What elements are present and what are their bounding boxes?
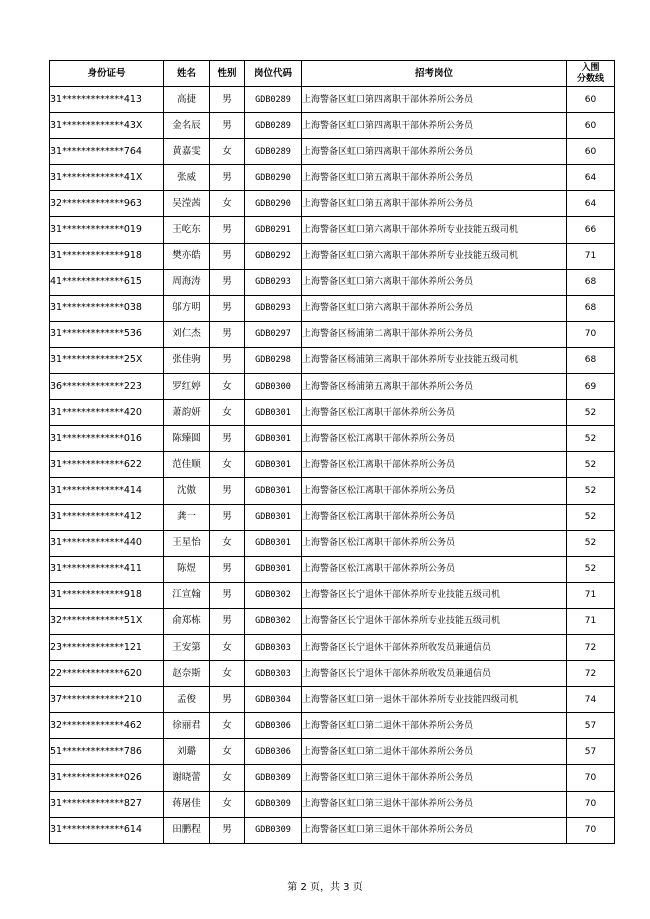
table-row (50, 269, 615, 295)
name-cell: 张佳驹 (164, 347, 210, 373)
id-cell: 41*************615 (50, 269, 164, 295)
score-cell: 52 (567, 426, 615, 452)
score-cell: 69 (567, 374, 615, 400)
table-row (50, 791, 615, 817)
sex-cell: 男 (210, 113, 245, 139)
code-cell: GDB0301 (245, 452, 302, 478)
id-cell: 31*************026 (50, 765, 164, 791)
id-cell: 31*************019 (50, 217, 164, 243)
code-cell: GDB0302 (245, 582, 302, 608)
table-row (50, 321, 615, 347)
score-cell: 57 (567, 739, 615, 765)
post-cell: 上海警备区虹口第三退休干部休养所公务员 (302, 817, 567, 843)
score-cell: 71 (567, 608, 615, 634)
sex-cell: 女 (210, 739, 245, 765)
id-cell: 31*************614 (50, 817, 164, 843)
table-row (50, 687, 615, 713)
id-cell: 31*************622 (50, 452, 164, 478)
name-cell: 陈臻圆 (164, 426, 210, 452)
table-row (50, 165, 615, 191)
sex-cell: 女 (210, 452, 245, 478)
name-cell: 周海涛 (164, 269, 210, 295)
sex-cell: 女 (210, 634, 245, 660)
score-cell: 74 (567, 687, 615, 713)
sex-cell: 男 (210, 504, 245, 530)
code-cell: GDB0301 (245, 530, 302, 556)
post-cell: 上海警备区虹口第五离职干部休养所公务员 (302, 191, 567, 217)
id-cell: 31*************764 (50, 139, 164, 165)
name-cell: 沈傲 (164, 478, 210, 504)
post-cell: 上海警备区虹口第二退休干部休养所公务员 (302, 713, 567, 739)
code-cell: GDB0301 (245, 400, 302, 426)
name-cell: 黄嘉雯 (164, 139, 210, 165)
sex-cell: 男 (210, 217, 245, 243)
name-cell: 田鹏程 (164, 817, 210, 843)
sex-cell: 男 (210, 478, 245, 504)
sex-cell: 男 (210, 556, 245, 582)
name-cell: 龚一 (164, 504, 210, 530)
score-cell: 70 (567, 321, 615, 347)
header-score-line2: 分数线 (576, 73, 604, 84)
id-cell: 31*************440 (50, 530, 164, 556)
post-cell: 上海警备区杨浦第三离职干部休养所专业技能五级司机 (302, 347, 567, 373)
sex-cell: 男 (210, 87, 245, 113)
post-cell: 上海警备区松江离职干部休养所公务员 (302, 478, 567, 504)
post-cell: 上海警备区虹口第五离职干部休养所公务员 (302, 165, 567, 191)
code-cell: GDB0289 (245, 87, 302, 113)
code-cell: GDB0300 (245, 374, 302, 400)
post-cell: 上海警备区杨浦第五离职干部休养所公务员 (302, 374, 567, 400)
post-cell: 上海警备区虹口第二退休干部休养所公务员 (302, 739, 567, 765)
post-cell: 上海警备区松江离职干部休养所公务员 (302, 530, 567, 556)
id-cell: 31*************918 (50, 582, 164, 608)
score-cell: 68 (567, 295, 615, 321)
table-header-row (50, 61, 615, 87)
code-cell: GDB0289 (245, 113, 302, 139)
sex-cell: 女 (210, 191, 245, 217)
code-cell: GDB0290 (245, 191, 302, 217)
post-cell: 上海警备区松江离职干部休养所公务员 (302, 452, 567, 478)
post-cell: 上海警备区虹口第一退休干部休养所专业技能四级司机 (302, 687, 567, 713)
code-cell: GDB0298 (245, 347, 302, 373)
post-cell: 上海警备区长宁退休干部休养所专业技能五级司机 (302, 582, 567, 608)
table-row (50, 661, 615, 687)
name-cell: 王星怡 (164, 530, 210, 556)
header-post: 招考岗位 (302, 61, 567, 87)
table-row (50, 87, 615, 113)
table-row (50, 347, 615, 373)
code-cell: GDB0292 (245, 243, 302, 269)
name-cell: 张威 (164, 165, 210, 191)
code-cell: GDB0303 (245, 661, 302, 687)
post-cell: 上海警备区松江离职干部休养所公务员 (302, 556, 567, 582)
id-cell: 31*************413 (50, 87, 164, 113)
id-cell: 31*************918 (50, 243, 164, 269)
post-cell: 上海警备区虹口第四离职干部休养所公务员 (302, 139, 567, 165)
score-cell: 52 (567, 530, 615, 556)
id-cell: 32*************462 (50, 713, 164, 739)
score-cell: 71 (567, 582, 615, 608)
id-cell: 31*************43X (50, 113, 164, 139)
sex-cell: 女 (210, 765, 245, 791)
name-cell: 金名辰 (164, 113, 210, 139)
code-cell: GDB0291 (245, 217, 302, 243)
id-cell: 37*************210 (50, 687, 164, 713)
score-cell: 52 (567, 452, 615, 478)
table-row (50, 217, 615, 243)
id-cell: 31*************41X (50, 165, 164, 191)
id-cell: 31*************420 (50, 400, 164, 426)
score-cell: 68 (567, 269, 615, 295)
score-cell: 52 (567, 478, 615, 504)
table-row (50, 139, 615, 165)
name-cell: 吴滢茜 (164, 191, 210, 217)
score-cell: 64 (567, 165, 615, 191)
name-cell: 刘仁杰 (164, 321, 210, 347)
name-cell: 江宣翰 (164, 582, 210, 608)
post-cell: 上海警备区虹口第六离职干部休养所专业技能五级司机 (302, 217, 567, 243)
name-cell: 徐丽君 (164, 713, 210, 739)
code-cell: GDB0309 (245, 791, 302, 817)
table-row (50, 191, 615, 217)
score-cell: 71 (567, 243, 615, 269)
sex-cell: 女 (210, 400, 245, 426)
code-cell: GDB0289 (245, 139, 302, 165)
header-code: 岗位代码 (245, 61, 302, 87)
sex-cell: 男 (210, 165, 245, 191)
sex-cell: 女 (210, 530, 245, 556)
id-cell: 23*************121 (50, 634, 164, 660)
score-cell: 52 (567, 400, 615, 426)
name-cell: 蒋屠佳 (164, 791, 210, 817)
code-cell: GDB0306 (245, 739, 302, 765)
post-cell: 上海警备区虹口第四离职干部休养所公务员 (302, 87, 567, 113)
table-row (50, 582, 615, 608)
sex-cell: 男 (210, 243, 245, 269)
header-score (567, 61, 615, 87)
table-row (50, 295, 615, 321)
post-cell: 上海警备区虹口第三退休干部休养所公务员 (302, 765, 567, 791)
table-row (50, 374, 615, 400)
score-cell: 72 (567, 634, 615, 660)
post-cell: 上海警备区虹口第四离职干部休养所公务员 (302, 113, 567, 139)
table-row (50, 478, 615, 504)
table-row (50, 556, 615, 582)
sex-cell: 男 (210, 347, 245, 373)
table-row (50, 739, 615, 765)
table-row (50, 504, 615, 530)
id-cell: 31*************25X (50, 347, 164, 373)
code-cell: GDB0290 (245, 165, 302, 191)
table-row (50, 426, 615, 452)
name-cell: 陈煜 (164, 556, 210, 582)
post-cell: 上海警备区长宁退休干部休养所收发员兼通信员 (302, 661, 567, 687)
sex-cell: 男 (210, 269, 245, 295)
post-cell: 上海警备区杨浦第二离职干部休养所公务员 (302, 321, 567, 347)
sex-cell: 男 (210, 295, 245, 321)
table-row (50, 243, 615, 269)
score-cell: 66 (567, 217, 615, 243)
name-cell: 王屹东 (164, 217, 210, 243)
name-cell: 谢晓蕾 (164, 765, 210, 791)
score-cell: 60 (567, 87, 615, 113)
id-cell: 51*************786 (50, 739, 164, 765)
id-cell: 31*************411 (50, 556, 164, 582)
table-row (50, 452, 615, 478)
sex-cell: 男 (210, 426, 245, 452)
post-cell: 上海警备区虹口第六离职干部休养所专业技能五级司机 (302, 243, 567, 269)
name-cell: 罗红婷 (164, 374, 210, 400)
score-cell: 52 (567, 556, 615, 582)
sex-cell: 男 (210, 687, 245, 713)
name-cell: 刘璐 (164, 739, 210, 765)
code-cell: GDB0303 (245, 634, 302, 660)
table-row (50, 713, 615, 739)
id-cell: 31*************016 (50, 426, 164, 452)
sex-cell: 女 (210, 713, 245, 739)
page-number: 第 2 页，共 3 页 (287, 882, 363, 893)
header-score-line1: 入围 (581, 62, 600, 73)
table-row (50, 634, 615, 660)
score-cell: 64 (567, 191, 615, 217)
code-cell: GDB0304 (245, 687, 302, 713)
id-cell: 32*************51X (50, 608, 164, 634)
table-row (50, 817, 615, 843)
score-cell: 70 (567, 791, 615, 817)
header-sex: 性别 (210, 61, 245, 87)
code-cell: GDB0301 (245, 556, 302, 582)
post-cell: 上海警备区虹口第六离职干部休养所公务员 (302, 269, 567, 295)
sex-cell: 男 (210, 582, 245, 608)
code-cell: GDB0293 (245, 269, 302, 295)
sex-cell: 女 (210, 139, 245, 165)
header-name: 姓名 (164, 61, 210, 87)
name-cell: 萧韵妍 (164, 400, 210, 426)
id-cell: 31*************414 (50, 478, 164, 504)
table-row (50, 113, 615, 139)
post-cell: 上海警备区松江离职干部休养所公务员 (302, 504, 567, 530)
name-cell: 俞郑栋 (164, 608, 210, 634)
post-cell: 上海警备区长宁退休干部休养所专业技能五级司机 (302, 608, 567, 634)
table-row (50, 400, 615, 426)
score-cell: 57 (567, 713, 615, 739)
score-cell: 60 (567, 113, 615, 139)
code-cell: GDB0309 (245, 765, 302, 791)
name-cell: 孟俊 (164, 687, 210, 713)
table-row (50, 530, 615, 556)
name-cell: 邬方明 (164, 295, 210, 321)
code-cell: GDB0301 (245, 504, 302, 530)
name-cell: 赵奈斯 (164, 661, 210, 687)
code-cell: GDB0301 (245, 426, 302, 452)
post-cell: 上海警备区松江离职干部休养所公务员 (302, 400, 567, 426)
score-cell: 70 (567, 817, 615, 843)
code-cell: GDB0306 (245, 713, 302, 739)
score-cell: 70 (567, 765, 615, 791)
code-cell: GDB0297 (245, 321, 302, 347)
code-cell: GDB0293 (245, 295, 302, 321)
sex-cell: 女 (210, 374, 245, 400)
name-cell: 王安第 (164, 634, 210, 660)
code-cell: GDB0302 (245, 608, 302, 634)
id-cell: 31*************412 (50, 504, 164, 530)
table-row (50, 608, 615, 634)
score-cell: 68 (567, 347, 615, 373)
id-cell: 31*************536 (50, 321, 164, 347)
post-cell: 上海警备区虹口第六离职干部休养所公务员 (302, 295, 567, 321)
post-cell: 上海警备区松江离职干部休养所公务员 (302, 426, 567, 452)
code-cell: GDB0309 (245, 817, 302, 843)
id-cell: 31*************038 (50, 295, 164, 321)
code-cell: GDB0301 (245, 478, 302, 504)
header-id: 身份证号 (50, 61, 164, 87)
name-cell: 樊亦皓 (164, 243, 210, 269)
score-cell: 52 (567, 504, 615, 530)
sex-cell: 女 (210, 661, 245, 687)
score-cell: 72 (567, 661, 615, 687)
candidate-table (49, 60, 615, 844)
sex-cell: 男 (210, 321, 245, 347)
sex-cell: 男 (210, 817, 245, 843)
id-cell: 31*************827 (50, 791, 164, 817)
score-cell: 60 (567, 139, 615, 165)
id-cell: 22*************620 (50, 661, 164, 687)
id-cell: 32*************963 (50, 191, 164, 217)
sex-cell: 男 (210, 608, 245, 634)
sex-cell: 女 (210, 791, 245, 817)
id-cell: 36*************223 (50, 374, 164, 400)
name-cell: 范佳顺 (164, 452, 210, 478)
table-row (50, 765, 615, 791)
post-cell: 上海警备区长宁退休干部休养所收发员兼通信员 (302, 634, 567, 660)
name-cell: 高捷 (164, 87, 210, 113)
post-cell: 上海警备区虹口第三退休干部休养所公务员 (302, 791, 567, 817)
